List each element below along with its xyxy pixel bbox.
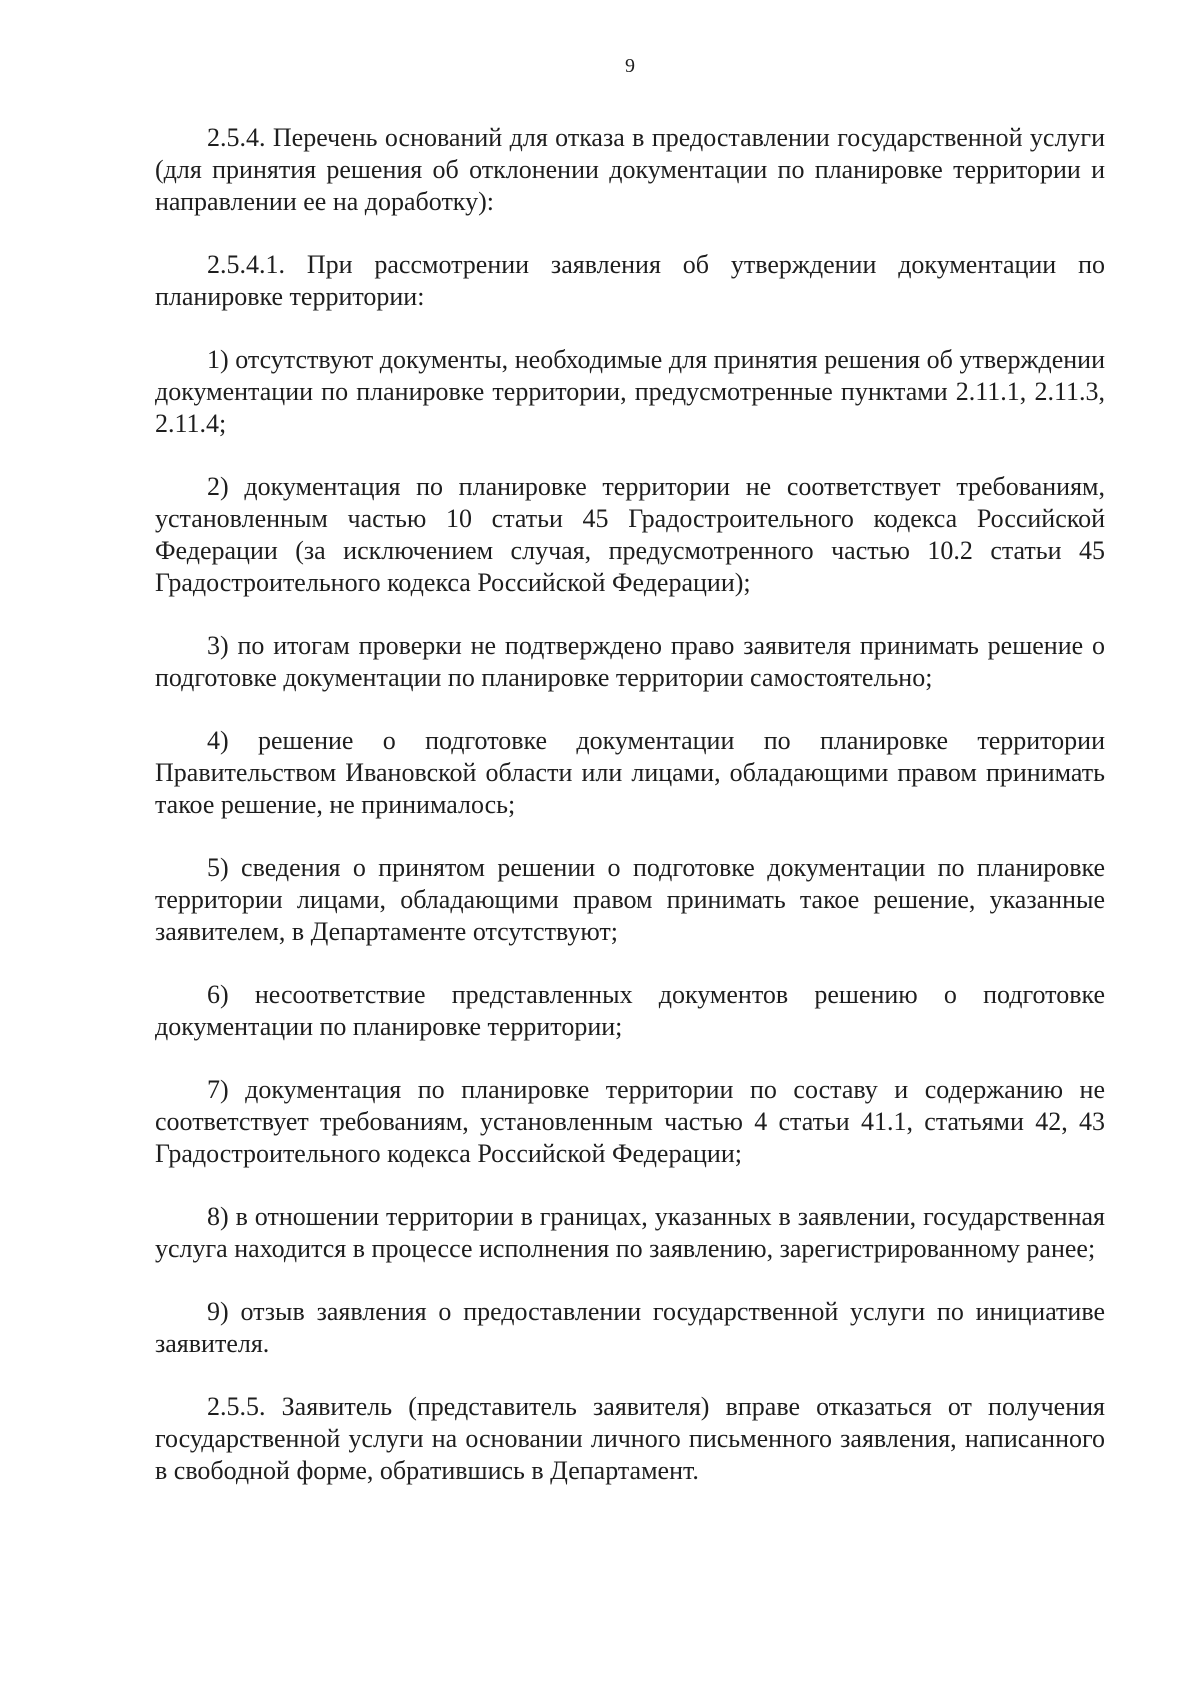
list-item-7: 7) документация по планировке территории по составу и содержанию не соответствует требованиям, установленным частью 4 статьи 41.1, статьями 42, 43 Градостроительного кодекса Российской Федерации;: [155, 1075, 1105, 1168]
paragraph-2-5-4-1: 2.5.4.1. При рассмотрении заявления об утверждении документации по планировке территории:: [155, 250, 1105, 311]
list-item-3: 3) по итогам проверки не подтверждено право заявителя принимать решение о подготовке документации по планировке территории самостоятельно;: [155, 631, 1105, 692]
list-item-9: 9) отзыв заявления о предоставлении государственной услуги по инициативе заявителя.: [155, 1297, 1105, 1358]
list-item-1: 1) отсутствуют документы, необходимые для принятия решения об утверждении документации по планировке территории, предусмотренные пунктами 2.11.1, 2.11.3, 2.11.4;: [155, 345, 1105, 438]
page-number: 9: [625, 55, 635, 77]
list-item-6: 6) несоответствие представленных документов решению о подготовке документации по планировке территории;: [155, 980, 1105, 1041]
list-item-5: 5) сведения о принятом решении о подготовке документации по планировке территории лицами, обладающими правом принимать такое решение, указанные заявителем, в Департаменте отсутствуют;: [155, 853, 1105, 946]
document-body: [155, 122, 1105, 1518]
paragraph-2-5-4: 2.5.4. Перечень оснований для отказа в предоставлении государственной услуги (для принятия решения об отклонении документации по планировке территории и направлении ее на доработку):: [155, 123, 1105, 216]
paragraph-2-5-5: 2.5.5. Заявитель (представитель заявителя) вправе отказаться от получения государственной услуги на основании личного письменного заявления, написанного в свободной форме, обратившись в Департамент.: [155, 1392, 1105, 1485]
list-item-4: 4) решение о подготовке документации по планировке территории Правительством Ивановской области или лицами, обладающими правом принимать такое решение, не принималось;: [155, 726, 1105, 819]
list-item-2: 2) документация по планировке территории не соответствует требованиям, установленным частью 10 статьи 45 Градостроительного кодекса Российской Федерации (за исключением случая, предусмотренного частью 10.2 статьи 45 Градостроительного кодекса Российской Федерации);: [155, 472, 1105, 597]
list-item-8: 8) в отношении территории в границах, указанных в заявлении, государственная услуга находится в процессе исполнения по заявлению, зарегистрированному ранее;: [155, 1202, 1105, 1263]
